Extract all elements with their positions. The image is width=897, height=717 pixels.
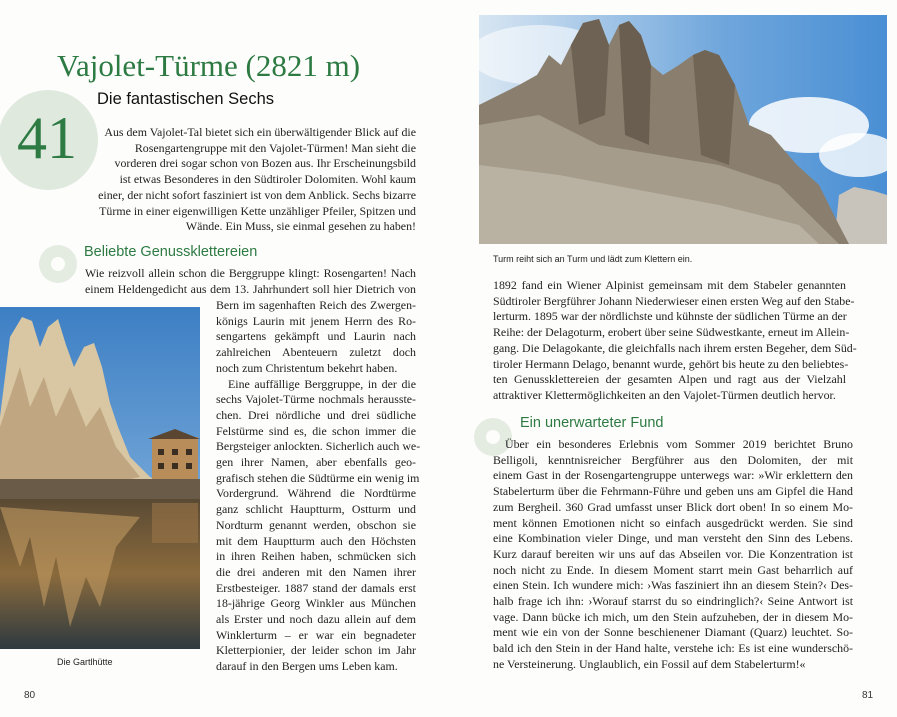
section1-paragraph-narrow <box>216 298 421 675</box>
text-line: zum Bergheil. 360 Grad umfasst unser Blick dort oben! In so einem Mo- <box>493 499 853 514</box>
text-line: Nordturm genannt werden, obschon sie <box>216 517 416 532</box>
right-paragraph-1 <box>493 278 857 404</box>
vajolet-towers-photo <box>479 15 887 244</box>
text-line: lerturm. 1895 war der nördlichste und kühnste der südlichen Türme an der <box>493 309 847 324</box>
text-line: darauf in den Bergen ums Leben kam. <box>216 659 398 674</box>
text-line: chen. Drei nördliche und drei südliche <box>216 407 416 422</box>
right-paragraph-2 <box>493 437 853 673</box>
page-title: Vajolet-Türme (2821 m) <box>57 48 361 83</box>
text-line: Bergsteiger anlockten. Sicherlich auch we- <box>216 439 421 454</box>
text-line: Wände. Ein Muss, sie einmal gesehen zu haben! <box>185 219 416 234</box>
text-line: ist etwas Besonderes in den Südtiroler Dolomiten. Wohl kaum <box>119 172 416 187</box>
text-line: gang. Die Delagokante, die gleichfalls nach ihrem ersten Begeher, dem Süd- <box>493 340 857 355</box>
text-line: Türme in einer eigenwilligen Kette unzähliger Pfeiler, Spitzen und <box>99 203 416 218</box>
text-line: 1892 fand ein Wiener Alpinist gemeinsam mit dem Stabeler genannten <box>493 278 846 292</box>
gartlhuette-photo <box>0 307 200 649</box>
section-bullet-icon <box>39 245 77 283</box>
photo-caption-left: Die Gartlhütte <box>57 657 113 667</box>
text-line: Stabelerturm über die Fehrmann-Führe und geben uns am Gipfel die Hand <box>493 484 853 499</box>
text-line: noch zum Christentum bekehrt haben. <box>216 360 398 375</box>
text-line: ment können Emotionen nicht so einfach ausgedrückt werden. Sie sind <box>493 515 853 530</box>
text-line: Eine auffällige Berggruppe, in der die <box>228 376 416 391</box>
text-line: eine Kombination vieler Dinge, und man versteht den Sinn des Lebens. <box>493 531 853 546</box>
text-line: Reihe: der Delagoturm, erobert über seine Südwestkante, erneut im Allein- <box>493 325 850 340</box>
photo-caption-right: Turm reiht sich an Turm und lädt zum Klettern ein. <box>493 254 693 264</box>
chapter-number: 41 <box>17 105 77 171</box>
section-heading-fund: Ein unerwarteter Fund <box>520 415 664 431</box>
section-heading-beliebte: Beliebte Genussklettereien <box>84 244 258 260</box>
text-line: einem Gast in der Rosengartengruppe unterwegs war: »Wir erklettern den <box>493 468 853 483</box>
text-line: Kletterpionier, der leider schon im Jahr <box>216 643 416 658</box>
text-line: 18-jährige Georg Winkler aus München <box>216 596 416 611</box>
text-line: Rosengartengruppe mit den Vajolet-Türmen! Man sieht die <box>134 140 416 155</box>
text-line: sengartens gekämpft und Laurin nach <box>216 329 416 344</box>
text-line: königs Laurin mit jenem Herrn des Ro- <box>216 313 416 328</box>
text-line: als Erster und noch dazu allein auf dem <box>216 612 416 627</box>
text-line: mit dem Hauptturm auch den Höchsten <box>216 533 416 548</box>
text-line: tiroler Hermann Delago, benannt wurde, gehört bis heute zu den beliebtes- <box>493 356 849 371</box>
text-line: in ihren Reihen haben, schmücken sich <box>216 549 416 564</box>
text-line: einen Stein. Ich wundere mich: ›Was fasziniert ihn an diesem Stein?‹ Des- <box>493 578 853 593</box>
text-line: Erstbesteiger. 1887 stand der damals erst <box>216 580 416 595</box>
text-line: vage. Dann bücke ich mich, um den Stein aufzuheben, der in diesem Mo- <box>493 609 853 624</box>
text-line: ment wie ein von der Sonne beschienener Diamant (Quarz) leuchtet. So- <box>493 625 853 640</box>
text-line: Wie reizvoll allein schon die Berggruppe klingt: Rosengarten! Nach <box>85 266 416 280</box>
text-line: Winklerturm – er war ein begnadeter <box>216 627 416 642</box>
text-line: Bern im sagenhaften Reich des Zwergen- <box>216 298 416 312</box>
text-line: gen ihrer Namen, aber ebenfalls geo- <box>216 455 416 470</box>
text-line: Vordergrund. Während die Nordtürme <box>216 486 416 501</box>
page-number-left: 80 <box>24 690 36 701</box>
text-line: ne Versteinerung. Unglaublich, ein Fossil auf dem Stabelerturm!« <box>493 656 806 671</box>
text-line: zahlreichen Abenteuern zuletzt doch <box>216 345 416 360</box>
text-line: die drei anderen mit den Namen ihrer <box>216 564 416 579</box>
text-line: Über ein besonderes Erlebnis vom Sommer 2019 berichtet Bruno <box>505 437 853 451</box>
page-number-right: 81 <box>862 690 874 701</box>
text-line: ganz schlicht Hauptturm, Ostturm und <box>216 502 416 517</box>
text-line: grafisch stehen die Südtürme ein wenig im <box>216 470 420 485</box>
text-line: attraktiver Klettermöglichkeiten an den Vajolet-Türmen deutlich hervor. <box>493 387 836 402</box>
text-line: ten Genussklettereien der gesamten Alpen und ragt aus der Vielzahl <box>493 372 846 387</box>
section1-paragraph-full <box>85 266 416 297</box>
text-line: vorderen drei sogar schon von Bozen aus. Ihr Erscheinungsbild <box>114 156 416 171</box>
text-line: Kurz darauf bereiten wir uns auf das Abseilen vor. Die Konzentration ist <box>493 546 853 561</box>
page-subtitle: Die fantastischen Sechs <box>97 90 275 108</box>
text-line: einer, der nicht sofort fasziniert ist von dem Anblick. Sechs bizarre <box>98 187 416 202</box>
text-line: Belligoli, kenntnisreicher Bergführer aus den Dolomiten, der mit <box>493 452 853 467</box>
text-line: Felstürme sind es, die schon immer die <box>216 423 416 438</box>
intro-paragraph <box>56 125 416 235</box>
text-line: halb frage ich ihn: ›Worauf starrst du so eindringlich?‹ Seine Antwort ist <box>493 594 853 609</box>
text-line: bald ich den Stein in der Hand halte, verstehe ich: Es ist eine wunderschö- <box>493 641 853 656</box>
text-line: noch nicht zu Ende. In diesem Moment starrt mein Gast beharrlich auf <box>493 562 853 577</box>
text-line: Südtiroler Bergführer Johann Niederwieser einen ersten Weg auf den Stabe- <box>493 293 855 308</box>
text-line: einem Heldengedicht aus dem 13. Jahrhundert soll hier Dietrich von <box>85 281 416 296</box>
text-line: Aus dem Vajolet-Tal bietet sich ein überwältigender Blick auf die <box>104 125 416 139</box>
text-line: sechs Vajolet-Türme nochmals herausste- <box>216 392 416 407</box>
